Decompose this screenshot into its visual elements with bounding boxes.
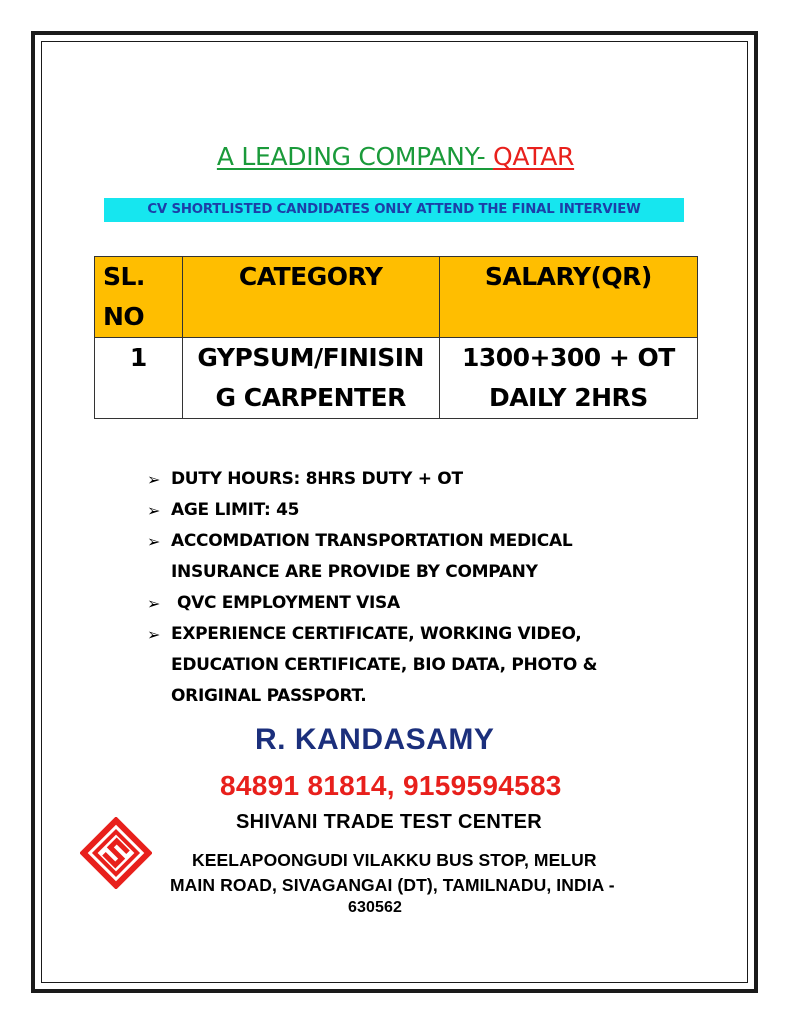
list-item [147, 495, 707, 526]
headline [0, 142, 791, 171]
cell-salary [439, 338, 697, 419]
contact-name: R. KANDASAMY [255, 723, 495, 756]
header-sl-no [95, 257, 183, 338]
list-item [147, 588, 707, 619]
headline-country: QATAR [492, 142, 575, 171]
table-header-row [95, 257, 698, 338]
address-line2: MAIN ROAD, SIVAGANGAI (DT), TAMILNADU, INDIA - [170, 875, 615, 895]
bullet-text-cont: ORIGINAL PASSPORT. [171, 686, 367, 706]
contact-phones: 84891 81814, 9159594583 [220, 770, 562, 801]
list-item [147, 619, 707, 712]
category-line2: G CARPENTER [215, 383, 406, 412]
salary-line1: 1300+300 + OT [461, 343, 675, 372]
shivani-logo-icon [80, 817, 152, 889]
header-category: CATEGORY [182, 257, 439, 338]
job-table [94, 256, 698, 419]
header-sl-line2: NO [103, 302, 145, 331]
bullet-text: DUTY HOURS: 8HRS DUTY + OT [171, 469, 463, 489]
bullet-text-cont: INSURANCE ARE PROVIDE BY COMPANY [171, 562, 538, 582]
arrowhead-bullet-icon: ➢ [147, 501, 161, 520]
bullet-text: AGE LIMIT: 45 [171, 500, 300, 520]
center-address [170, 848, 710, 918]
list-item [147, 526, 707, 588]
arrowhead-bullet-icon: ➢ [147, 594, 161, 613]
header-salary: SALARY(QR) [439, 257, 697, 338]
salary-line2: DAILY 2HRS [488, 383, 648, 412]
requirements-list [147, 464, 707, 712]
cell-category [182, 338, 439, 419]
center-name: SHIVANI TRADE TEST CENTER [236, 811, 543, 833]
arrowhead-bullet-icon: ➢ [147, 625, 161, 644]
cell-sl: 1 [95, 338, 183, 419]
headline-company: A LEADING COMPANY- [216, 142, 493, 171]
bullet-text: ACCOMDATION TRANSPORTATION MEDICAL [171, 531, 573, 551]
bullet-text: EXPERIENCE CERTIFICATE, WORKING VIDEO, [171, 624, 582, 644]
address-line3: 630562 [348, 899, 402, 916]
arrowhead-bullet-icon: ➢ [147, 532, 161, 551]
header-sl-line1: SL. [103, 262, 145, 291]
bullet-text: QVC EMPLOYMENT VISA [177, 593, 400, 613]
address-line1: KEELAPOONGUDI VILAKKU BUS STOP, MELUR [192, 850, 597, 870]
list-item [147, 464, 707, 495]
category-line1: GYPSUM/FINISIN [197, 343, 424, 372]
table-row [95, 338, 698, 419]
bullet-text-cont: EDUCATION CERTIFICATE, BIO DATA, PHOTO & [171, 655, 598, 675]
subheadline-notice: CV SHORTLISTED CANDIDATES ONLY ATTEND THE FINAL INTERVIEW [104, 198, 684, 222]
arrowhead-bullet-icon: ➢ [147, 470, 161, 489]
